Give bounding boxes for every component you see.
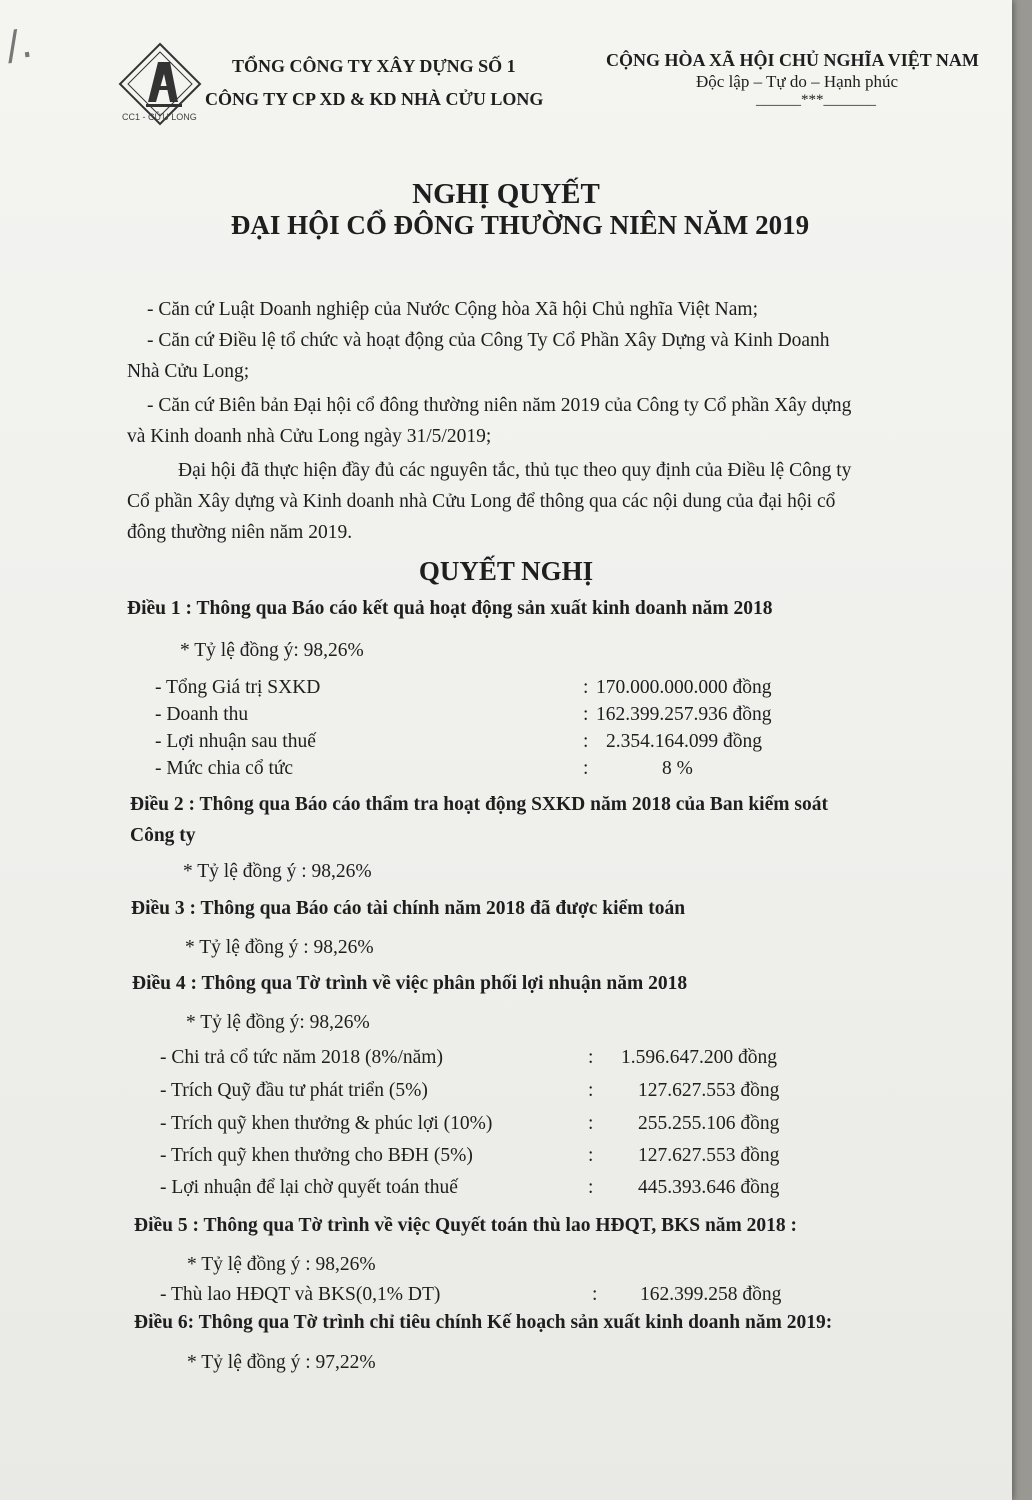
preamble-line: - Căn cứ Luật Doanh nghiệp của Nước Cộng hòa Xã hội Chủ nghĩa Việt Nam;	[147, 299, 758, 320]
table-row-value: 1.596.647.200 đồng	[621, 1047, 777, 1068]
table-row-sep: :	[588, 1177, 594, 1198]
table-row-label: - Tổng Giá trị SXKD	[155, 677, 321, 698]
table-row-value: 162.399.257.936 đồng	[596, 704, 772, 725]
article-1-approval: * Tỷ lệ đồng ý: 98,26%	[180, 640, 364, 661]
article-2-approval: * Tỷ lệ đồng ý : 98,26%	[183, 861, 372, 882]
table-row-label: - Doanh thu	[155, 704, 249, 725]
table-row-sep: :	[588, 1113, 594, 1134]
table-row-sep: :	[588, 1047, 594, 1068]
document-subtitle: ĐẠI HỘI CỔ ĐÔNG THƯỜNG NIÊN NĂM 2019	[230, 210, 810, 240]
preamble-line: Nhà Cửu Long;	[127, 361, 250, 382]
article-6-title: Điều 6: Thông qua Tờ trình chỉ tiêu chính Kế hoạch sản xuất kinh doanh năm 2019:	[134, 1312, 833, 1333]
preamble-line: đông thường niên năm 2019.	[127, 522, 353, 543]
article-5-approval: * Tỷ lệ đồng ý : 98,26%	[187, 1254, 376, 1275]
table-row-value: 255.255.106 đồng	[638, 1113, 780, 1134]
table-row-value: 162.399.258 đồng	[640, 1284, 782, 1305]
document-title: NGHỊ QUYẾT	[412, 178, 600, 210]
article-3-title: Điều 3 : Thông qua Báo cáo tài chính năm 2018 đã được kiểm toán	[131, 898, 686, 919]
table-row-label: - Lợi nhuận để lại chờ quyết toán thuế	[160, 1177, 458, 1198]
preamble-line: - Căn cứ Điều lệ tổ chức và hoạt động của Công Ty Cổ Phần Xây Dựng và Kinh Doanh	[147, 330, 830, 351]
table-row-value: 445.393.646 đồng	[638, 1177, 780, 1198]
table-row-value: 8 %	[662, 758, 693, 779]
article-4-approval: * Tỷ lệ đồng ý: 98,26%	[186, 1012, 370, 1033]
logo-caption: CC1 - CỬU LONG	[122, 112, 197, 122]
table-row-sep: :	[588, 1145, 594, 1166]
table-row-label: - Lợi nhuận sau thuế	[155, 731, 316, 752]
table-row-sep: :	[583, 677, 589, 698]
table-row-sep: :	[583, 704, 589, 725]
table-row-value: 2.354.164.099 đồng	[606, 731, 762, 752]
preamble-line: Cổ phần Xây dựng và Kinh doanh nhà Cửu Long để thông qua các nội dung của đại hội cổ	[127, 491, 836, 512]
nation-motto: Độc lập – Tự do – Hạnh phúc	[696, 72, 898, 91]
table-row-value: 127.627.553 đồng	[638, 1080, 780, 1101]
article-1-title: Điều 1 : Thông qua Báo cáo kết quả hoạt động sản xuất kinh doanh năm 2018	[127, 598, 773, 619]
table-row-sep: :	[583, 731, 589, 752]
table-row-label: - Trích Quỹ đầu tư phát triển (5%)	[160, 1080, 428, 1101]
table-row-label: - Thù lao HĐQT và BKS(0,1% DT)	[160, 1284, 441, 1305]
table-row-sep: :	[583, 758, 589, 779]
preamble-line: và Kinh doanh nhà Cửu Long ngày 31/5/2019;	[127, 426, 492, 447]
table-row-value: 170.000.000.000 đồng	[596, 677, 772, 698]
table-row-label: - Trích quỹ khen thưởng cho BĐH (5%)	[160, 1145, 473, 1166]
table-row-label: - Mức chia cổ tức	[155, 758, 294, 779]
article-6-approval: * Tỷ lệ đồng ý : 97,22%	[187, 1352, 376, 1373]
table-row-label: - Trích quỹ khen thưởng & phúc lợi (10%)	[160, 1113, 493, 1134]
nation-name: CỘNG HÒA XÃ HỘI CHỦ NGHĨA VIỆT NAM	[606, 50, 979, 70]
table-row-label: - Chi trả cổ tức năm 2018 (8%/năm)	[160, 1047, 443, 1068]
table-row-sep: :	[588, 1080, 594, 1101]
corner-mark: /.	[2, 20, 36, 70]
resolution-heading: QUYẾT NGHỊ	[418, 556, 594, 586]
article-2-title: Điều 2 : Thông qua Báo cáo thẩm tra hoạt động SXKD năm 2018 của Ban kiểm soát	[130, 794, 828, 815]
parent-org-name: TỔNG CÔNG TY XÂY DỰNG SỐ 1	[232, 56, 516, 76]
preamble-line: Đại hội đã thực hiện đầy đủ các nguyên tắc, thủ tục theo quy định của Điều lệ Công ty	[178, 460, 852, 481]
article-5-title: Điều 5 : Thông qua Tờ trình về việc Quyết toán thù lao HĐQT, BKS năm 2018 :	[134, 1215, 798, 1236]
article-4-title: Điều 4 : Thông qua Tờ trình về việc phân phối lợi nhuận năm 2018	[132, 973, 688, 994]
article-3-approval: * Tỷ lệ đồng ý : 98,26%	[185, 937, 374, 958]
table-row-value: 127.627.553 đồng	[638, 1145, 780, 1166]
preamble-line: - Căn cứ Biên bản Đại hội cổ đông thường niên năm 2019 của Công ty Cổ phần Xây dựng	[147, 395, 852, 416]
motto-divider: ______***_______	[756, 92, 876, 108]
article-2-title-cont: Công ty	[130, 825, 196, 846]
company-name: CÔNG TY CP XD & KD NHÀ CỬU LONG	[205, 89, 544, 109]
table-row-sep: :	[592, 1284, 598, 1305]
